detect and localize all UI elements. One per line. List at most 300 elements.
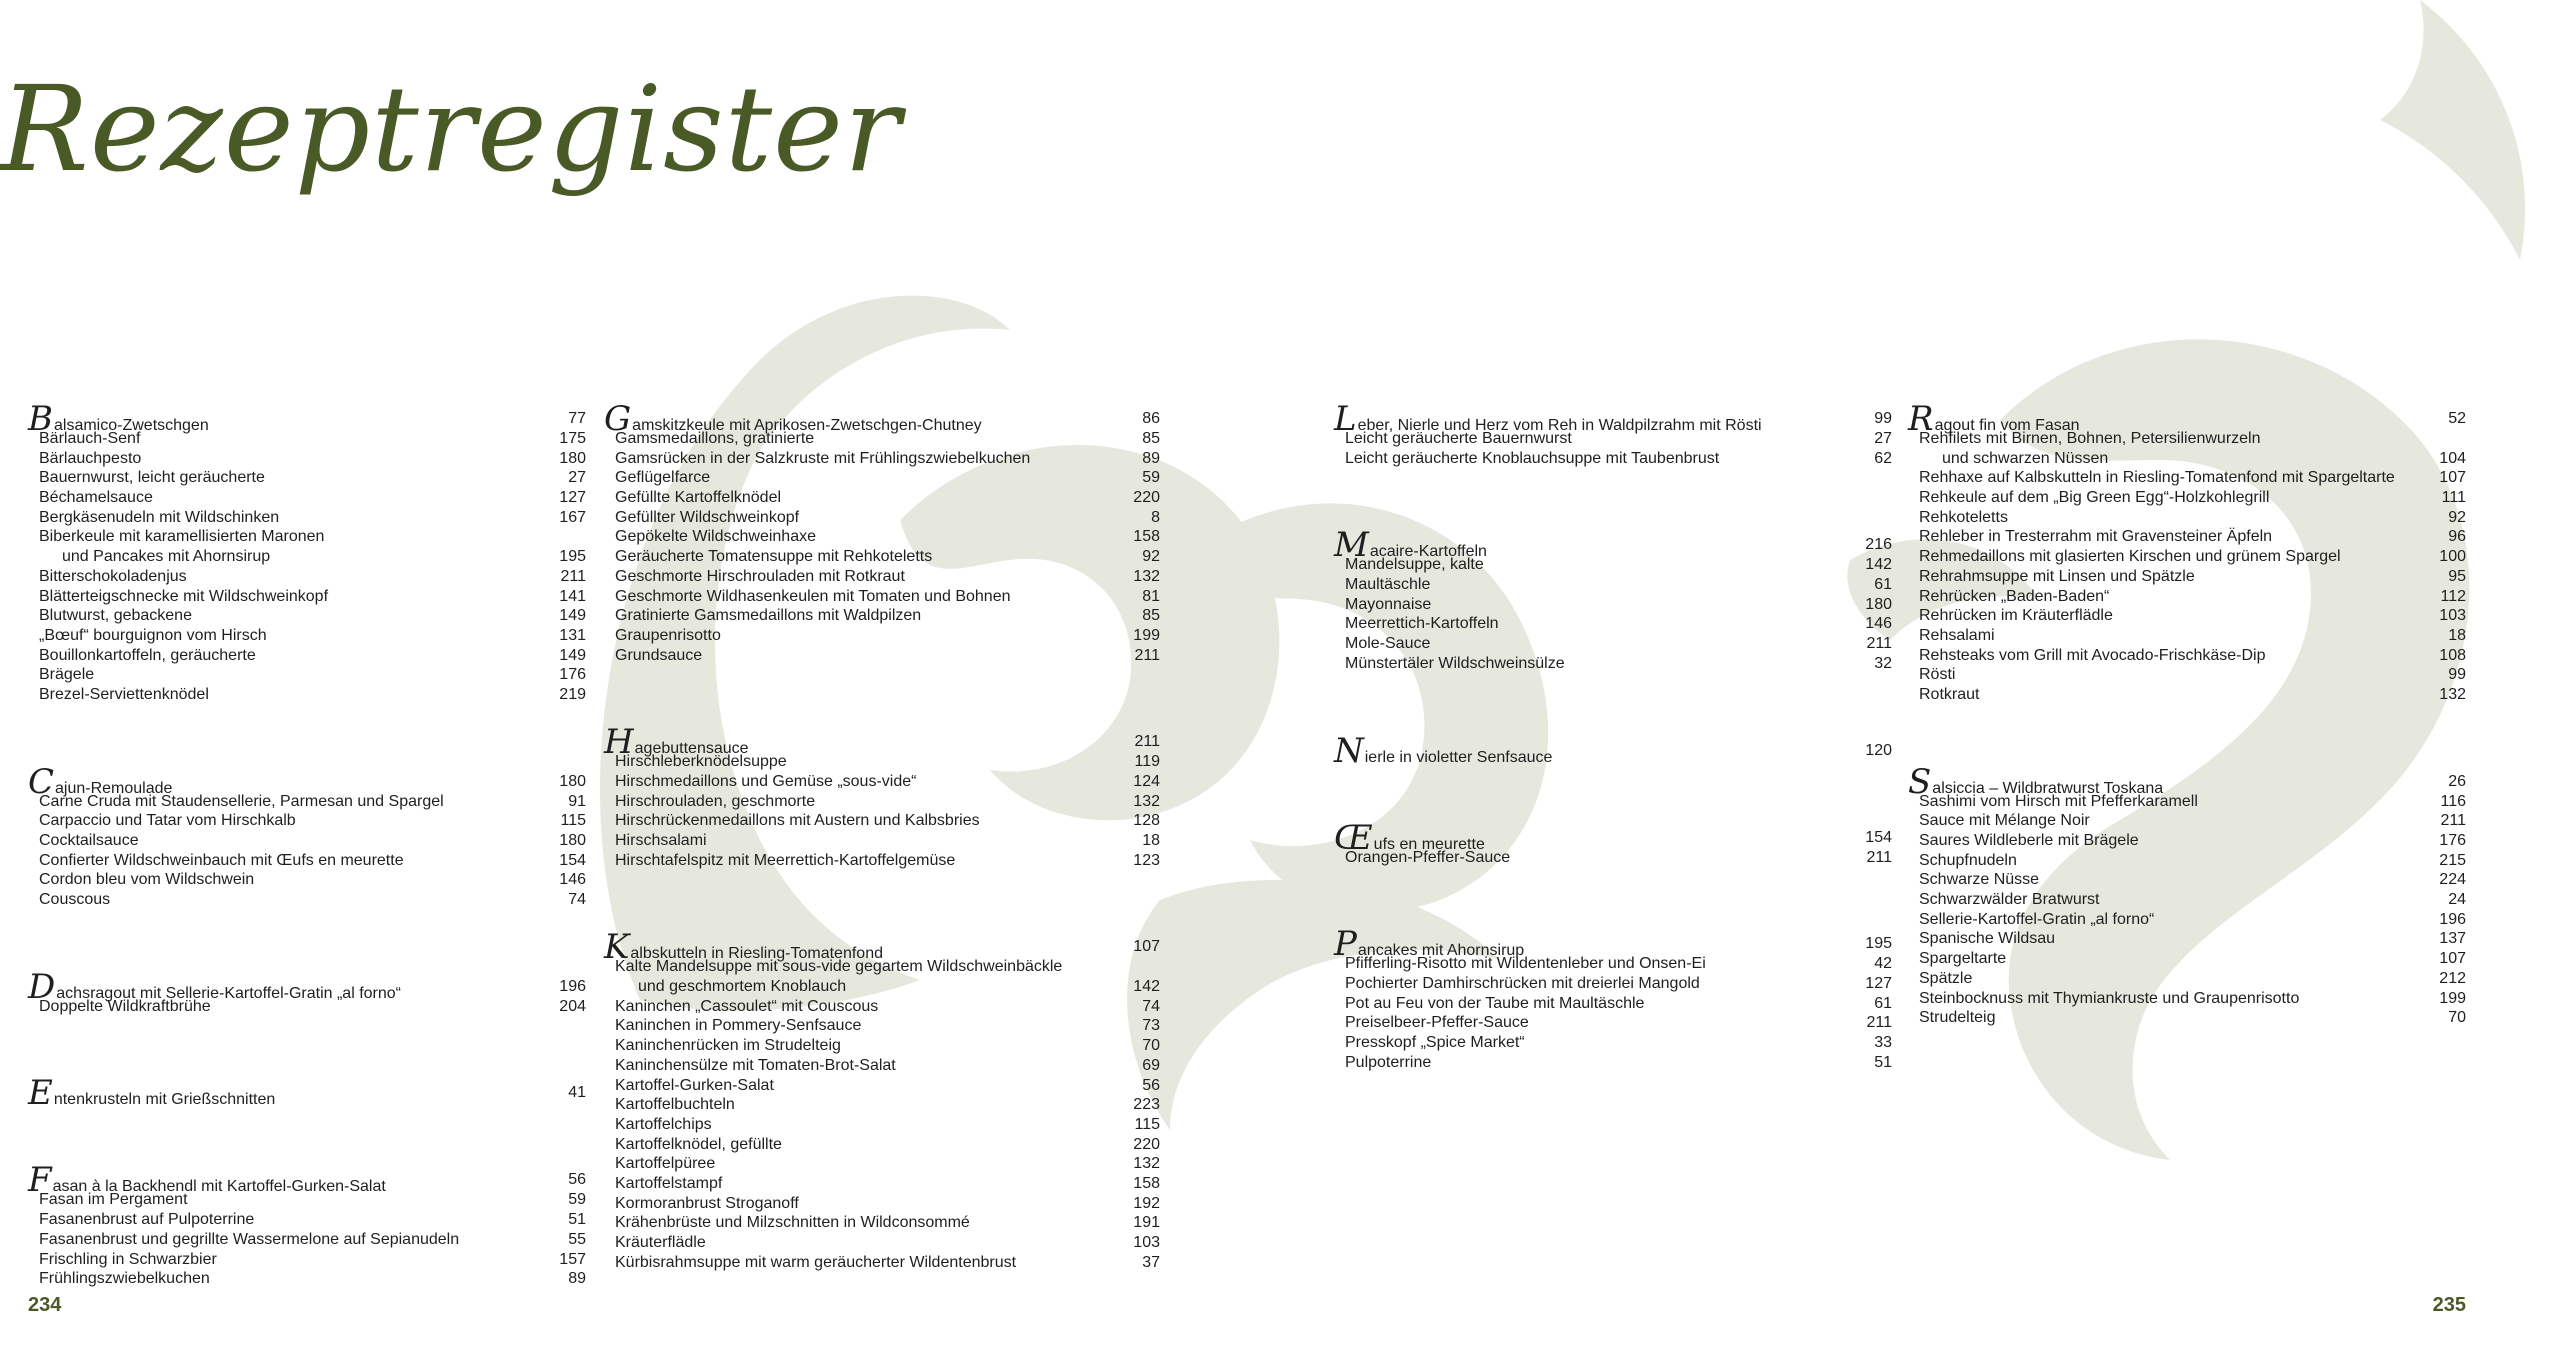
section-initial: C [28,761,55,802]
entry-title: Mole-Sauce [1345,635,1431,653]
index-entry [1908,449,2466,469]
entry-title-rest: asan à la Backhendl mit Kartoffel-Gurken-Salat [52,1178,386,1196]
entry-page: 154 [1865,828,1892,846]
entry-page: 115 [560,812,586,830]
entry-title: Gratinierte Gamsmedaillons mit Waldpilzen [615,607,922,625]
entry-title: Cocktailsauce [39,832,139,849]
index-entry [604,752,1160,772]
entry-title-rest: achsragout mit Sellerie-Kartoffel-Gratin „al forno“ [56,984,401,1002]
index-section [604,399,1160,665]
entry-title: Strudelteig [1919,1009,1996,1027]
entry-title: Presskopf „Spice Market“ [1345,1033,1525,1051]
entry-page: 42 [1874,955,1892,973]
index-entry [1334,575,1892,595]
index-entry [1908,792,2466,812]
section-initial: Œ [1334,817,1373,858]
index-section [1334,730,1892,771]
entry-page: 158 [1133,528,1160,546]
entry-title: Kartoffelstampf [615,1174,723,1192]
entry-page: 158 [1133,1174,1160,1192]
entry-title: Hirschmedaillons und Gemüse „sous-vide“ [615,772,917,790]
entry-title: Spätzle [1919,969,1973,987]
entry-page: 132 [1133,1155,1160,1173]
entry-page: 215 [2439,851,2466,869]
entry-page: 104 [2439,449,2466,467]
index-entry [28,811,586,831]
entry-page: 111 [2441,489,2466,507]
entry-page: 59 [568,1191,586,1209]
index-entry [28,1210,586,1230]
entry-page: 119 [1134,753,1160,771]
entry-page: 107 [2439,469,2466,487]
entry-page: 196 [2439,910,2466,928]
entry-page: 127 [1865,974,1892,992]
entry-page: 123 [1133,851,1160,869]
index-entry [28,685,586,705]
entry-page: 180 [1865,595,1892,613]
entry-title: Mandelsuppe, kalte [1345,556,1484,574]
index-entry [1908,989,2466,1009]
index-entry [604,1154,1160,1174]
section-initial: R [1908,399,1934,439]
index-entry [1908,1008,2466,1028]
page-title: Rezeptregister [0,60,902,198]
entry-title-rest: ierle in violetter Senfsauce [1364,748,1553,766]
entry-page: 24 [2448,891,2466,909]
entry-page: 132 [1133,792,1160,810]
entry-title: Rehsteaks vom Grill mit Avocado-Frischkäse-Dip [1919,646,2266,664]
index-entry [1334,429,1892,449]
section-initial: K [604,927,630,968]
entry-page: 61 [1874,994,1892,1012]
index-entry [604,1056,1160,1076]
entry-title-rest: ancakes mit Ahornsirup [1357,942,1525,960]
entry-title-rest: agout fin vom Fasan [1934,417,2080,434]
entry-page: 107 [1133,938,1160,956]
entry-page: 175 [559,430,586,447]
entry-page: 99 [1874,410,1892,427]
entry-title: Gepökelte Wildschweinhaxe [615,528,816,546]
entry-title: Schwarzwälder Bratwurst [1919,891,2100,909]
entry-page: 180 [559,449,586,467]
entry-title: Gefüllte Kartoffelknödel [615,489,782,507]
index-entry [28,792,586,812]
entry-title: Schwarze Nüsse [1919,871,2040,889]
entry-page: 223 [1133,1096,1160,1114]
index-entry [28,1073,586,1114]
entry-title: Bitterschokoladenjus [39,567,187,585]
entry-title: Rehrahmsuppe mit Linsen und Spätzle [1919,567,2195,585]
entry-page: 61 [1874,576,1892,594]
index-entry [604,997,1160,1017]
entry-title-rest: alsiccia – Wildbratwurst Toskana [1932,779,2164,797]
index-entry [1334,954,1892,974]
index-entry [604,1095,1160,1115]
entry-page: 176 [2439,832,2466,849]
entry-page: 108 [2439,646,2466,664]
index-section [604,722,1160,870]
entry-page: 157 [559,1250,586,1268]
entry-title: Brägele [39,666,95,684]
index-entry [604,1174,1160,1194]
entry-title: Kalte Mandelsuppe mit sous-vide gegartem Wildschweinbäckle [615,958,1063,976]
entry-title: Kartoffel-Gurken-Salat [615,1076,774,1094]
entry-page: 85 [1142,607,1160,625]
entry-page: 219 [559,685,586,703]
entry-title: Bergkäsenudeln mit Wildschinken [39,508,280,526]
entry-title: Geflügelfarce [615,469,711,487]
entry-page: 211 [1866,1014,1892,1032]
entry-title [1334,730,1832,771]
index-entry [28,1250,586,1270]
entry-page: 74 [568,891,586,909]
index-entry [1908,665,2466,685]
entry-title: Krähenbrüste und Milzschnitten in Wildconsommé [615,1214,970,1232]
index-entry [1908,969,2466,989]
index-entry [1334,1033,1892,1053]
entry-title: Bauernwurst, leicht geräucherte [39,469,265,487]
entry-title: Kartoffelpüree [615,1155,716,1173]
entry-page: 51 [568,1211,586,1229]
entry-page: 132 [2439,685,2466,703]
index-entry [28,449,586,469]
entry-title: Maultäschle [1345,576,1431,594]
entry-page: 92 [1142,548,1160,566]
entry-title: Cordon bleu vom Wildschwein [39,871,255,889]
entry-title: Preiselbeer-Pfeffer-Sauce [1345,1014,1529,1032]
entry-title: Rehhaxe auf Kalbskutteln in Riesling-Tomatenfond mit Spargeltarte [1919,469,2395,487]
index-entry [28,851,586,871]
index-entry [1334,994,1892,1014]
index-entry [604,1076,1160,1096]
index-entry [604,1115,1160,1135]
entry-title: Bärlauch-Senf [39,430,141,447]
entry-title: Rehsalami [1919,626,1995,644]
entry-page: 69 [1142,1056,1160,1074]
entry-page: 95 [2448,567,2466,585]
index-entry [1908,685,2466,705]
index-entry [28,567,586,587]
index-entry [28,429,586,449]
entry-title-rest: alsamico-Zwetschgen [54,417,209,434]
index-entry [604,1016,1160,1036]
index-entry [28,468,586,488]
entry-page: 81 [1142,587,1160,605]
index-section [28,761,586,910]
entry-title-rest: ntenkrusteln mit Grießschnitten [53,1091,276,1109]
entry-title: Fasanenbrust und gegrillte Wassermelone auf Sepianudeln [39,1230,460,1248]
entry-page: 52 [2448,410,2466,427]
entry-title: Hirschrouladen, geschmorte [615,792,816,810]
entry-page: 92 [2448,508,2466,526]
section-initial: D [28,966,56,1007]
entry-title: Kaninchen in Pommery-Senfsauce [615,1017,862,1035]
entry-page: 154 [559,851,586,869]
entry-page: 96 [2448,528,2466,546]
entry-page: 27 [568,469,586,487]
index-entry [1334,848,1892,868]
entry-title: Rehleber in Tresterrahm mit Gravensteiner Äpfeln [1919,528,2273,546]
index-entry [604,1194,1160,1214]
page-number-right: 235 [2432,1294,2466,1316]
entry-page: 112 [2440,587,2466,605]
section-initial: G [604,399,632,439]
entry-page: 74 [1142,997,1160,1015]
entry-page: 32 [1874,654,1892,672]
entry-title: Sellerie-Kartoffel-Gratin „al forno“ [1919,910,2155,928]
entry-page: 70 [2448,1009,2466,1027]
entry-page: 141 [559,587,586,605]
entry-title: Gamsrücken in der Salzkruste mit Frühlingszwiebelkuchen [615,449,1031,467]
entry-page: 195 [1865,935,1892,953]
entry-title: Carpaccio und Tatar vom Hirschkalb [39,812,296,830]
entry-page: 211 [1866,848,1892,866]
index-entry [1908,929,2466,949]
entry-page: 180 [559,832,586,849]
entry-page: 51 [1874,1053,1892,1071]
entry-page: 191 [1133,1214,1160,1232]
entry-page: 149 [559,646,586,664]
entry-page: 116 [2440,792,2466,810]
entry-title: Mayonnaise [1345,595,1432,613]
index-entry [1334,555,1892,575]
entry-page: 120 [1865,741,1892,759]
entry-title: Bouillonkartoffeln, geräucherte [39,646,256,664]
index-entry [604,1233,1160,1253]
entry-title: Spargeltarte [1919,950,2007,968]
index-entry [28,488,586,508]
index-entry [28,1190,586,1210]
index-entry [604,488,1160,508]
entry-page: 199 [2439,989,2466,1007]
entry-title: Kartoffelbuchteln [615,1096,735,1114]
index-entry [1908,949,2466,969]
index-entry [1908,587,2466,607]
index-entry [604,429,1160,449]
entry-title: Hirschleberknödelsuppe [615,753,787,771]
index-entry [604,811,1160,831]
entry-page: 212 [2439,969,2466,987]
entry-title: Steinbocknuss mit Thymiankruste und Graupenrisotto [1919,989,2300,1007]
index-column-2 [604,399,1160,1332]
index-section [1334,525,1892,673]
entry-title: Kaninchensülze mit Tomaten-Brot-Salat [615,1056,896,1074]
entry-page: 211 [1866,635,1892,653]
index-entry [1908,626,2466,646]
entry-title: Pochierter Damhirschrücken mit dreierlei Mangold [1345,974,1700,992]
entry-title-rest: amskitzkeule mit Aprikosen-Zwetschgen-Chutney [632,417,982,434]
entry-title: Saures Wildleberle mit Brägele [1919,832,2139,849]
index-entry [604,567,1160,587]
entry-title: Rehkoteletts [1919,508,2008,526]
index-entry [28,1230,586,1250]
index-entry [604,587,1160,607]
entry-page: 103 [2439,607,2466,625]
index-entry [28,997,586,1017]
section-initial: N [1334,730,1364,771]
index-entry [1908,851,2466,871]
entry-page: 142 [1865,556,1892,574]
entry-title: Geschmorte Hirschrouladen mit Rotkraut [615,567,905,585]
entry-title-rest: ajun-Remoulade [55,779,173,797]
entry-page: 224 [2439,871,2466,889]
section-initial: B [28,399,53,439]
entry-page: 91 [568,792,586,810]
section-initial: E [28,1073,53,1114]
index-entry [1908,488,2466,508]
entry-title: Couscous [39,891,111,909]
entry-title: Fasanenbrust auf Pulpoterrine [39,1211,255,1229]
entry-title: Rehrücken „Baden-Baden“ [1919,587,2110,605]
index-entry [28,626,586,646]
entry-title: Orangen-Pfeffer-Sauce [1345,848,1511,866]
index-entry [1334,595,1892,615]
index-entry [1908,508,2466,528]
entry-title: Grundsauce [615,646,703,664]
entry-page: 27 [1874,430,1892,447]
entry-title: Rotkraut [1919,685,1980,703]
entry-page: 41 [568,1084,586,1102]
entry-page: 146 [1865,615,1892,633]
entry-title: Pot au Feu von der Taube mit Maultäschle [1345,994,1645,1012]
index-section [1908,399,2466,705]
entry-page: 100 [2439,548,2466,566]
entry-page: 167 [559,508,586,526]
entry-page: 18 [2448,626,2466,644]
entry-page: 8 [1151,508,1160,526]
entry-title: Fasan im Pergament [39,1191,188,1209]
entry-title: Frühlingszwiebelkuchen [39,1270,210,1288]
entry-title: Frischling in Schwarzbier [39,1250,217,1268]
index-entry [604,977,1160,997]
index-entry [28,606,586,626]
index-entry [604,527,1160,547]
index-entry [28,547,586,567]
entry-title: Hirschsalami [615,832,707,849]
entry-title: Béchamelsauce [39,489,153,507]
section-initial: P [1334,924,1357,965]
entry-page: 127 [559,489,586,507]
entry-title: Rehrücken im Kräuterflädle [1919,607,2113,625]
entry-page: 131 [559,626,586,644]
entry-title: Geräucherte Tomatensuppe mit Rehkoteletts [615,548,933,566]
entry-page: 142 [1133,978,1160,996]
entry-title-rest: eber, Nierle und Herz vom Reh in Waldpilzrahm mit Rösti [1357,417,1762,434]
index-entry [604,831,1160,851]
index-entry [1908,468,2466,488]
entry-page: 59 [1142,469,1160,487]
entry-title: Rehmedaillons mit glasierten Kirschen und grünem Spargel [1919,548,2341,566]
index-entry [1334,654,1892,674]
entry-page: 196 [559,977,586,995]
entry-title: Kaninchenrücken im Strudelteig [615,1037,841,1055]
entry-title-rest: acaire-Kartoffeln [1369,543,1487,561]
entry-title: Hirschrückenmedaillons mit Austern und Kalbsbries [615,812,980,830]
entry-title: Münstertäler Wildschweinsülze [1345,654,1565,672]
entry-page: 128 [1133,812,1160,830]
index-column-4 [1908,399,2466,1088]
entry-title: Sashimi vom Hirsch mit Pfefferkaramell [1919,792,2198,810]
index-section [1334,817,1892,868]
index-entry [604,547,1160,567]
index-entry [1908,429,2466,449]
entry-title: Pulpoterrine [1345,1053,1432,1071]
entry-page: 137 [2439,930,2466,948]
index-entry [1908,870,2466,890]
entry-page: 199 [1133,626,1160,644]
index-entry [1334,634,1892,654]
section-initial: L [1334,399,1357,439]
entry-page: 211 [1134,646,1160,664]
entry-page: 211 [2440,812,2466,830]
entry-title: Rehfilets mit Birnen, Bohnen, Petersilienwurzeln [1919,430,2261,447]
index-section [1334,399,1892,468]
page-number-left: 234 [28,1294,62,1316]
entry-title: Blätterteigschnecke mit Wildschweinkopf [39,587,329,605]
index-entry [1908,646,2466,666]
entry-page: 86 [1142,410,1160,427]
index-entry [28,646,586,666]
index-entry [1908,606,2466,626]
entry-title: Carne Cruda mit Staudensellerie, Parmesan und Spargel [39,792,444,810]
entry-title: Pfifferling-Risotto mit Wildentenleber und Onsen-Ei [1345,955,1706,973]
index-column-3 [1334,399,1892,1132]
entry-page: 70 [1142,1037,1160,1055]
entry-page: 195 [559,548,586,566]
index-entry [604,1135,1160,1155]
index-entry [604,1213,1160,1233]
entry-title: und geschmortem Knoblauch [638,978,847,996]
index-entry [28,831,586,851]
index-section [604,927,1160,1272]
entry-page: 149 [559,607,586,625]
index-entry [1908,567,2466,587]
index-entry [28,870,586,890]
index-entry [604,508,1160,528]
index-section [28,1160,586,1288]
entry-title: Kormoranbrust Stroganoff [615,1194,799,1212]
index-entry [604,646,1160,666]
entry-title: und schwarzen Nüssen [1942,449,2109,467]
entry-title: Kartoffelchips [615,1115,712,1133]
index-entry [28,508,586,528]
entry-page: 204 [559,997,586,1015]
entry-title: Kaninchen „Cassoulet“ mit Couscous [615,997,879,1015]
entry-title: Gefüllter Wildschweinkopf [615,508,800,526]
entry-title: Brezel-Serviettenknödel [39,685,209,703]
entry-title: Rösti [1919,666,1956,684]
entry-title: Graupenrisotto [615,626,721,644]
entry-page: 55 [568,1230,586,1248]
entry-title: Rehkeule auf dem „Big Green Egg“-Holzkohlegrill [1919,489,2270,507]
entry-title-rest: albskutteln in Riesling-Tomatenfond [630,945,883,963]
index-entry [604,468,1160,488]
entry-title: Confierter Wildschweinbauch mit Œufs en meurette [39,851,404,869]
entry-title: Geschmorte Wildhasenkeulen mit Tomaten und Bohnen [615,587,1011,605]
section-initial: H [604,722,634,763]
index-entry [604,449,1160,469]
entry-page: 99 [2448,666,2466,684]
entry-title: Blutwurst, gebackene [39,607,192,625]
index-section [28,1073,586,1114]
entry-title: Doppelte Wildkraftbrühe [39,997,211,1015]
entry-page: 56 [568,1171,586,1189]
entry-page: 115 [1134,1115,1160,1133]
entry-title: Bärlauchpesto [39,449,142,467]
section-initial: M [1334,525,1369,566]
entry-page: 89 [568,1270,586,1288]
index-entry [1334,1013,1892,1033]
